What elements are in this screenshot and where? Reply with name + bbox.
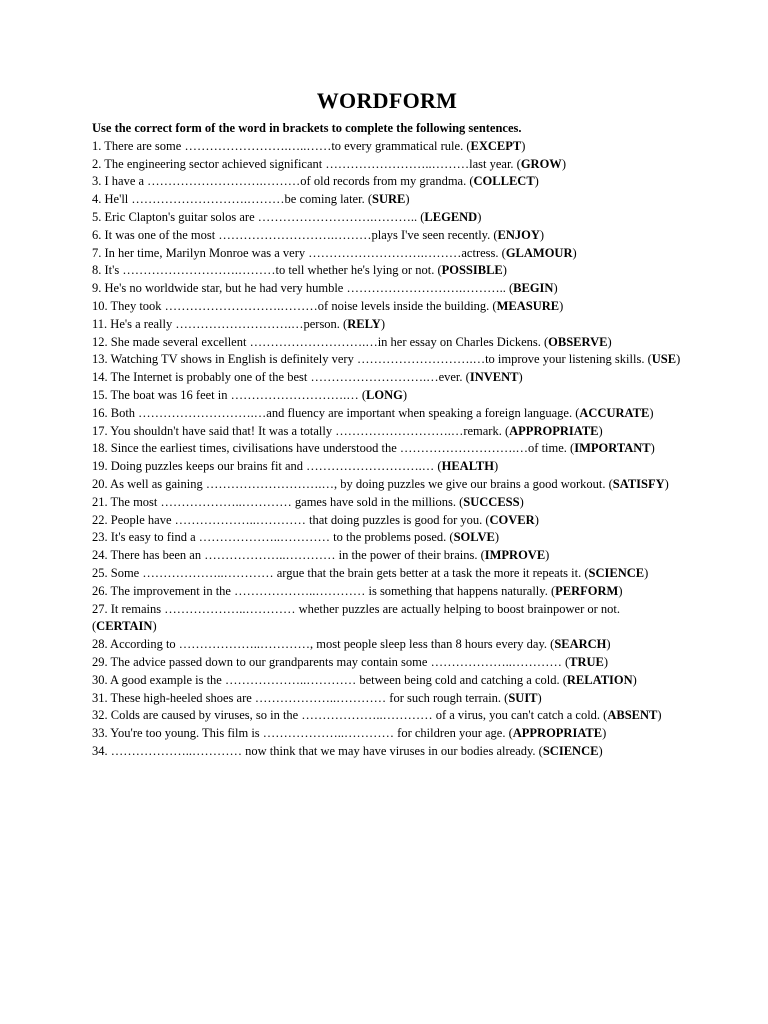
root-word: PERFORM xyxy=(555,583,619,598)
exercise-item xyxy=(92,209,682,227)
root-word: COVER xyxy=(489,512,535,527)
root-word: SUIT xyxy=(508,690,538,705)
exercise-item xyxy=(92,707,682,725)
root-word: ENJOY xyxy=(497,227,540,242)
closing-bracket: ) xyxy=(518,370,523,385)
closing-bracket: ) xyxy=(537,690,542,705)
exercise-item xyxy=(92,458,682,476)
exercise-item xyxy=(92,636,682,654)
exercise-item xyxy=(92,173,682,191)
root-word: GLAMOUR xyxy=(505,245,573,260)
exercise-item xyxy=(92,583,682,601)
exercise-sentence: 31. These high-heeled shoes are ………………..………… for such rough terrain. ( xyxy=(92,690,509,705)
root-word: SCIENCE xyxy=(542,743,599,758)
root-word: SUCCESS xyxy=(463,494,520,509)
exercise-sentence: 10. They took ……………………….………of noise levels inside the building. ( xyxy=(92,298,497,313)
exercise-item xyxy=(92,245,682,263)
exercise-item xyxy=(92,440,682,458)
exercise-sentence: 5. Eric Clapton's guitar solos are ……………………….……….. ( xyxy=(92,209,425,224)
exercise-item xyxy=(92,654,682,672)
root-word: APPROPRIATE xyxy=(512,726,603,741)
exercise-item xyxy=(92,369,682,387)
root-word: EXCEPT xyxy=(470,138,522,153)
exercise-item xyxy=(92,547,682,565)
closing-bracket: ) xyxy=(545,548,550,563)
root-word: SCIENCE xyxy=(588,565,645,580)
closing-bracket: ) xyxy=(632,672,637,687)
exercise-sentence: 29. The advice passed down to our grandparents may contain some ………………..………… ( xyxy=(92,654,570,669)
exercise-sentence: 27. It remains ………………..………… whether puzzles are actually helping to boost brainpower or not. ( xyxy=(92,601,621,634)
worksheet xyxy=(92,88,682,761)
exercise-item xyxy=(92,743,682,761)
closing-bracket: ) xyxy=(644,565,649,580)
root-word: SURE xyxy=(372,192,406,207)
exercise-sentence: 2. The engineering sector achieved significant ……………………..………last year. ( xyxy=(92,156,521,171)
root-word: RELATION xyxy=(566,672,633,687)
exercise-sentence: 18. Since the earliest times, civilisations have understood the ……………………….…of time. ( xyxy=(92,441,575,456)
root-word: SEARCH xyxy=(554,637,607,652)
closing-bracket: ) xyxy=(606,637,611,652)
root-word: MEASURE xyxy=(496,298,560,313)
exercise-sentence: 20. As well as gaining ……………………….…, by doing puzzles we give our brains a good workout. ( xyxy=(92,476,613,491)
exercise-sentence: 7. In her time, Marilyn Monroe was a very ……………………….………actress. ( xyxy=(92,245,506,260)
exercise-item xyxy=(92,387,682,405)
exercise-sentence: 28. According to ………………..…………, most people sleep less than 8 hours every day. ( xyxy=(92,637,555,652)
closing-bracket: ) xyxy=(649,405,654,420)
root-word: BEGIN xyxy=(513,281,554,296)
exercise-item xyxy=(92,280,682,298)
exercise-sentence: 6. It was one of the most ……………………….………plays I've seen recently. ( xyxy=(92,227,498,242)
exercise-item xyxy=(92,156,682,174)
closing-bracket: ) xyxy=(657,708,662,723)
root-word: ABSENT xyxy=(607,708,658,723)
exercise-sentence: 14. The Internet is probably one of the best ……………………….…ever. ( xyxy=(92,370,470,385)
exercise-sentence: 25. Some ………………..………… argue that the brain gets better at a task the more it repeats it. ( xyxy=(92,565,589,580)
exercise-sentence: 21. The most ………………..………… games have sold in the millions. ( xyxy=(92,494,464,509)
exercise-sentence: 30. A good example is the ………………..………… between being cold and catching a cold. ( xyxy=(92,672,567,687)
exercise-sentence: 26. The improvement in the ………………..………… is something that happens naturally. ( xyxy=(92,583,556,598)
closing-bracket: ) xyxy=(405,192,410,207)
root-word: HEALTH xyxy=(441,459,494,474)
exercise-sentence: 11. He's a really ……………………….…person. ( xyxy=(92,316,348,331)
exercise-item xyxy=(92,725,682,743)
exercise-sentence: 8. It's ……………………….………to tell whether he's lying or not. ( xyxy=(92,263,442,278)
root-word: RELY xyxy=(347,316,381,331)
closing-bracket: ) xyxy=(559,298,564,313)
root-word: IMPROVE xyxy=(484,548,546,563)
root-word: USE xyxy=(651,352,677,367)
closing-bracket: ) xyxy=(380,316,385,331)
exercise-list xyxy=(92,138,682,761)
exercise-item xyxy=(92,476,682,494)
exercise-sentence: 32. Colds are caused by viruses, so in the ………………..………… of a virus, you can't catch a cold. ( xyxy=(92,708,608,723)
instruction-text: Use the correct form of the word in brackets to complete the following sentences. xyxy=(92,121,522,135)
root-word: OBSERVE xyxy=(548,334,608,349)
root-word: SATISFY xyxy=(612,476,665,491)
root-word: COLLECT xyxy=(473,174,535,189)
closing-bracket: ) xyxy=(519,494,524,509)
exercise-item xyxy=(92,494,682,512)
root-word: ACCURATE xyxy=(579,405,650,420)
root-word: INVENT xyxy=(469,370,519,385)
exercise-item xyxy=(92,672,682,690)
exercise-item xyxy=(92,351,682,369)
closing-bracket: ) xyxy=(561,156,566,171)
closing-bracket: ) xyxy=(650,441,655,456)
page-title: WORDFORM xyxy=(316,88,458,113)
closing-bracket: ) xyxy=(521,138,526,153)
closing-bracket: ) xyxy=(598,743,603,758)
exercise-item xyxy=(92,423,682,441)
root-word: POSSIBLE xyxy=(441,263,503,278)
exercise-item xyxy=(92,565,682,583)
exercise-item xyxy=(92,138,682,156)
closing-bracket: ) xyxy=(539,227,545,242)
closing-bracket: ) xyxy=(618,583,623,598)
exercise-sentence: 33. You're too young. This film is ………………..………… for children your age. ( xyxy=(92,726,513,741)
exercise-sentence: 24. There has been an ………………..………… in the power of their brains. ( xyxy=(92,548,485,563)
exercise-item xyxy=(92,529,682,547)
closing-bracket: ) xyxy=(494,530,499,545)
exercise-item xyxy=(92,334,682,352)
closing-bracket: ) xyxy=(603,654,609,669)
closing-bracket: ) xyxy=(572,245,577,260)
closing-bracket: ) xyxy=(502,263,507,278)
exercise-sentence: 22. People have ………………..………… that doing puzzles is good for you. ( xyxy=(92,512,490,527)
exercise-sentence: 9. He's no worldwide star, but he had very humble ……………………….……….. ( xyxy=(92,281,514,296)
root-word: CERTAIN xyxy=(96,619,153,634)
exercise-sentence: 3. I have a ……………………….………of old records from my grandma. ( xyxy=(92,174,474,189)
exercise-sentence: 12. She made several excellent ……………………….…in her essay on Charles Dickens. ( xyxy=(92,334,549,349)
root-word: GROW xyxy=(520,156,562,171)
exercise-item xyxy=(92,405,682,423)
exercise-sentence: 16. Both ……………………….…and fluency are important when speaking a foreign language. ( xyxy=(92,405,580,420)
root-word: LEGEND xyxy=(424,209,478,224)
closing-bracket: ) xyxy=(598,423,603,438)
exercise-sentence: 13. Watching TV shows in English is definitely very ……………………….…to improve your listening skills. ( xyxy=(92,352,652,367)
exercise-sentence: 34. ………………..………… now think that we may have viruses in our bodies already. ( xyxy=(92,743,543,758)
closing-bracket: ) xyxy=(493,459,499,474)
exercise-sentence: 23. It's easy to find a ………………..………… to the problems posed. ( xyxy=(92,530,454,545)
root-word: APPROPRIATE xyxy=(509,423,599,438)
closing-bracket: ) xyxy=(152,619,157,634)
exercise-sentence: 17. You shouldn't have said that! It was a totally ……………………….…remark. ( xyxy=(92,423,510,438)
closing-bracket: ) xyxy=(477,209,482,224)
exercise-sentence: 4. He'll ……………………….………be coming later. ( xyxy=(92,192,372,207)
closing-bracket: ) xyxy=(602,726,607,741)
closing-bracket: ) xyxy=(553,281,558,296)
root-word: LONG xyxy=(366,387,403,402)
closing-bracket: ) xyxy=(402,387,408,402)
root-word: TRUE xyxy=(569,654,604,669)
exercise-item xyxy=(92,316,682,334)
exercise-item xyxy=(92,601,682,637)
closing-bracket: ) xyxy=(607,334,612,349)
exercise-item xyxy=(92,690,682,708)
closing-bracket: ) xyxy=(676,352,681,367)
exercise-item xyxy=(92,262,682,280)
root-word: SOLVE xyxy=(453,530,495,545)
root-word: IMPORTANT xyxy=(574,441,651,456)
exercise-sentence: 15. The boat was 16 feet in ……………………….… ( xyxy=(92,387,367,402)
closing-bracket: ) xyxy=(534,174,539,189)
exercise-item xyxy=(92,298,682,316)
closing-bracket: ) xyxy=(534,512,539,527)
closing-bracket: ) xyxy=(664,476,669,491)
exercise-sentence: 1. There are some …………………….…..……to every grammatical rule. ( xyxy=(92,138,471,153)
exercise-item xyxy=(92,191,682,209)
exercise-sentence: 19. Doing puzzles keeps our brains fit and ……………………….… ( xyxy=(92,459,442,474)
exercise-item xyxy=(92,512,682,530)
exercise-item xyxy=(92,227,682,245)
